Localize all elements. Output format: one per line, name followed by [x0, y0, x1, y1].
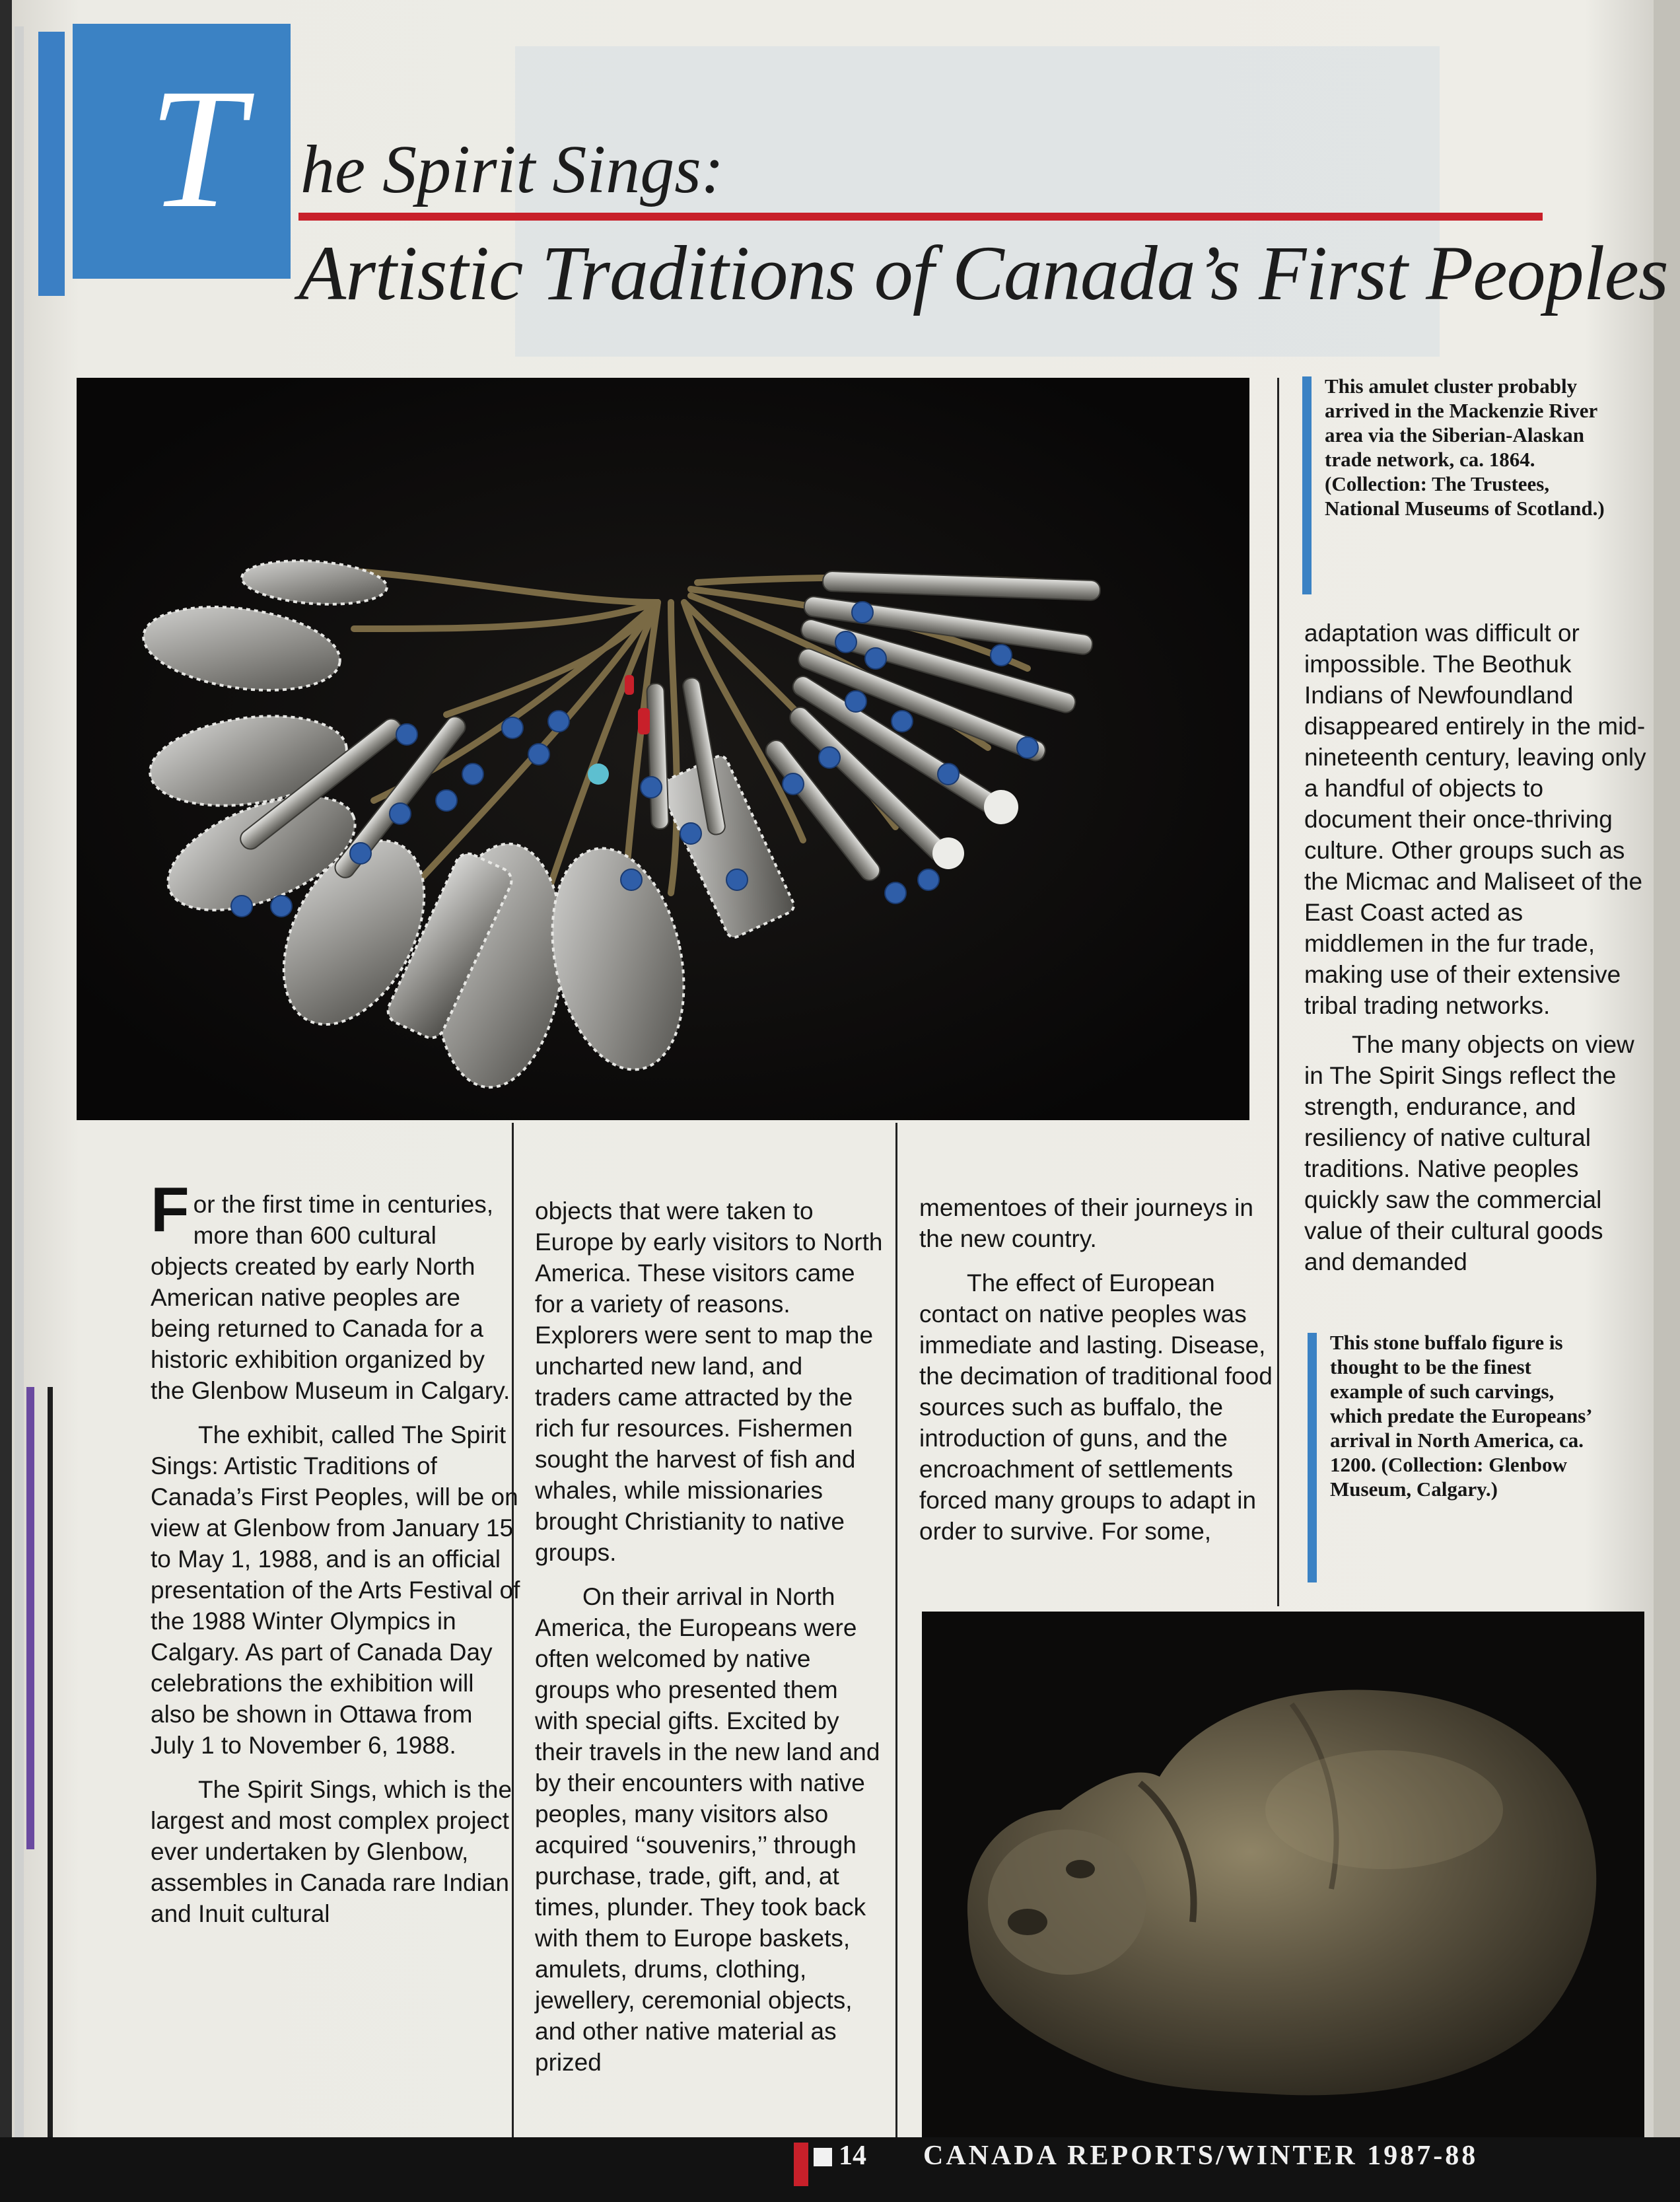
amulet-caption-text: This amulet cluster probably arrived in the Mackenzie River area via the Siberian-Alaskan trade network, ca. 1864. (Collection: The Trustees, National Museums of Scotland.): [1325, 374, 1605, 520]
drop-initial: F: [151, 1174, 190, 1245]
paragraph: [151, 1174, 520, 1406]
title-line-1: he Spirit Sings:: [300, 131, 724, 207]
caption-accent-bar: [1302, 376, 1312, 594]
caption-accent-bar: [1308, 1333, 1317, 1582]
article-column-2: [535, 1195, 885, 2078]
paragraph: The effect of European contact on native peoples was immediate and lasting. Disease, the decimation of traditional food sources such as buffalo, the introduction of guns, and the encroachment of settlements forced many groups to adapt in order to survive. For some,: [919, 1269, 1273, 1545]
amulet-cluster-illustration: [77, 378, 1249, 1120]
amulet-cluster-photo: [77, 378, 1249, 1120]
paragraph: The exhibit, called The Spirit Sings: Artistic Traditions of Canada’s First Peoples, will be on view at Glenbow from January 15 to May 1, 1988, and is an official presentation of the Arts Festival of the 1988 Winter Olympics in Calgary. As part of Canada Day celebrations the exhibition will also be shown in Ottawa from July 1 to November 6, 1988.: [151, 1421, 520, 1759]
article-column-4: [1304, 618, 1648, 1277]
amulet-caption: [1302, 374, 1609, 520]
paragraph-text: or the first time in centuries, more than 600 cultural objects created by early North American native peoples are being returned to Canada for a historic exhibition organized by the Glenbow Museum in Calgary.: [151, 1191, 510, 1404]
paragraph: adaptation was difficult or impossible. The Beothuk Indians of Newfoundland disappeared entirely in the mid-nineteenth century, leaving only a handful of objects to document their once-thriving culture. Other groups such as the Micmac and Maliseet of the East Coast acted as middlemen in the fur trade, making use of their extensive tribal trading networks.: [1304, 620, 1646, 1019]
paragraph: objects that were taken to Europe by early visitors to North America. These visitors came for a variety of reasons. Explorers were sent to map the uncharted new land, and traders came attracted by the rich fur resources. Fishermen sought the harvest of fish and whales, while missionaries brought Christianity to native groups.: [535, 1197, 883, 1566]
page-number: 14: [839, 2141, 866, 2171]
article-column-3: [919, 1192, 1276, 1547]
buffalo-caption: [1308, 1330, 1607, 1501]
magazine-spine: [0, 0, 73, 2202]
stone-buffalo-illustration: [922, 1612, 1644, 2140]
page-edge: [1654, 0, 1680, 2202]
buffalo-caption-text: This stone buffalo figure is thought to be the finest example of such carvings, which predate the Europeans’ arrival in North America, ca. 1200. (Collection: Glenbow Museum, Calgary.): [1330, 1331, 1592, 1501]
column-divider-2: [895, 1123, 897, 2140]
title-line-2: Artistic Traditions of Canada’s First Peoples: [298, 230, 1668, 316]
paragraph: The Spirit Sings, which is the largest and most complex project ever undertaken by Glenbow, assembles in Canada rare Indian and Inuit cultural: [151, 1776, 512, 1927]
paragraph: mementoes of their journeys in the new country.: [919, 1194, 1253, 1252]
footer-square-icon: [814, 2148, 832, 2166]
publication-name: CANADA REPORTS/WINTER 1987-88: [923, 2141, 1479, 2171]
title-rule: [298, 213, 1543, 221]
title-dropcap: T: [149, 53, 244, 244]
stone-buffalo-photo: [922, 1612, 1644, 2140]
paragraph: The many objects on view in The Spirit Sings reflect the strength, endurance, and resiliency of native cultural traditions. Native peoples quickly saw the commercial value of their cultural goods and demanded: [1304, 1031, 1634, 1275]
footer-logo-mark: [794, 2143, 808, 2186]
paragraph: On their arrival in North America, the Europeans were often welcomed by native groups who presented them with special gifts. Excited by their travels in the new land and by their encounters with native peoples, many visitors also acquired ‘‘souvenirs,’’ through purchase, trade, gift, and, at times, plunder. They took back with them to Europe baskets, amulets, drums, clothing, jewellery, ceremonial objects, and other native material as prized: [535, 1583, 880, 2076]
column-divider-3: [1277, 378, 1279, 1606]
article-column-1: [151, 1174, 520, 1929]
